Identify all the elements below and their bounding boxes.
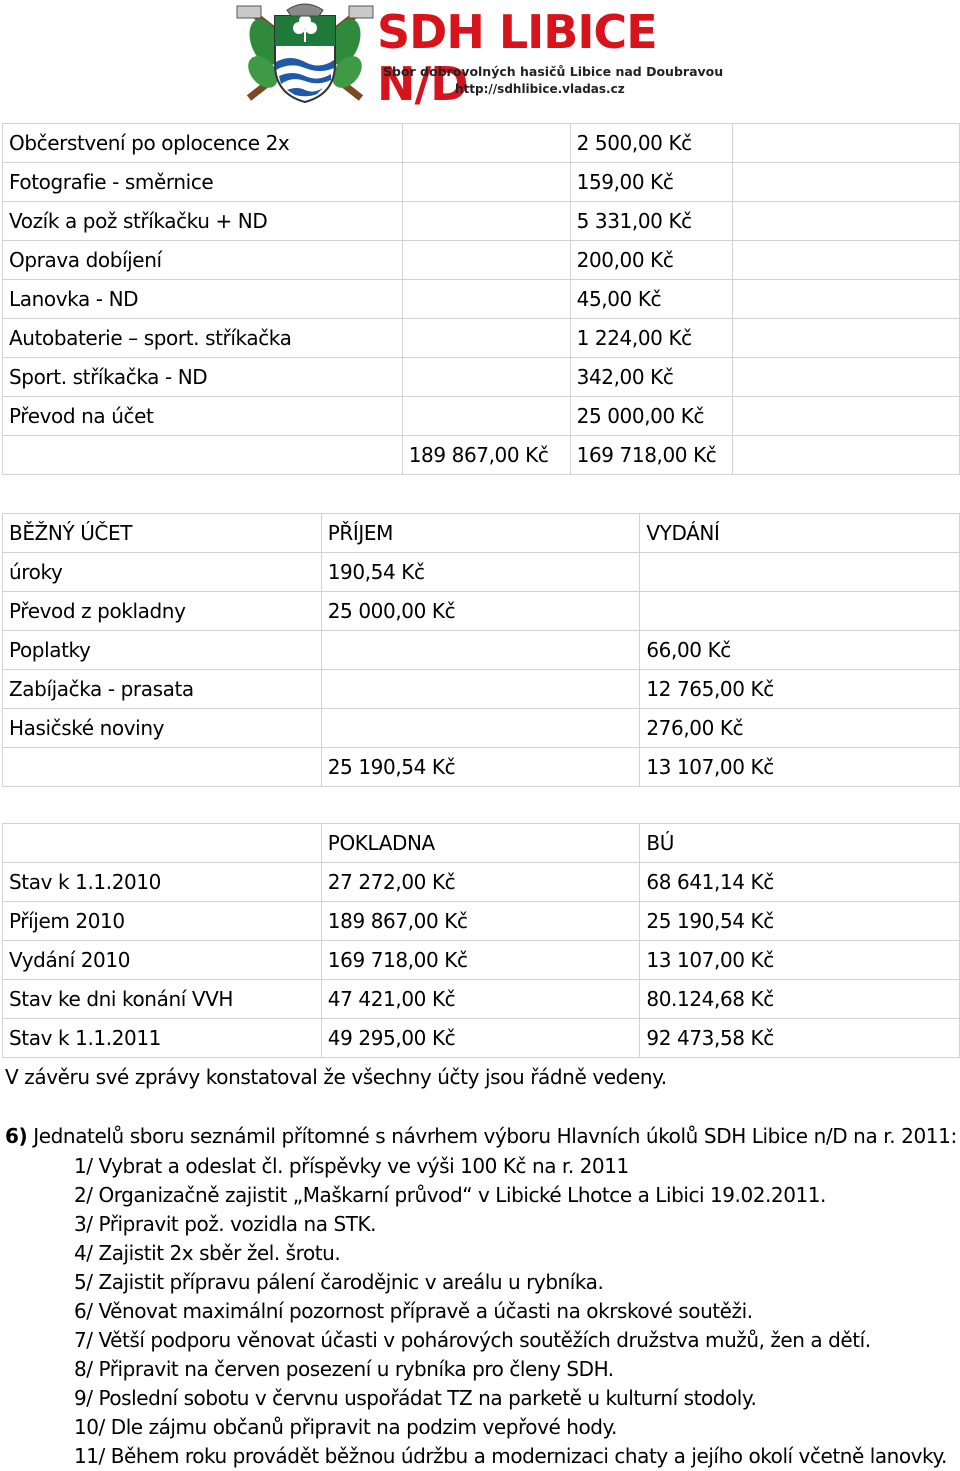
bank-expense-cell: 276,00 Kč xyxy=(640,709,960,748)
cash-item-cell: Převod na účet xyxy=(3,397,403,436)
table-row xyxy=(3,553,960,592)
list-item: 7/ Větší podporu věnovat účasti v pohárových soutěžích družstva mužů, žen a dětí. xyxy=(74,1328,871,1352)
summary-table-header-row xyxy=(3,824,960,863)
cash-item-cell: Oprava dobíjení xyxy=(3,241,403,280)
table-row xyxy=(3,670,960,709)
cash-empty-cell xyxy=(732,436,959,475)
table-row xyxy=(3,941,960,980)
cash-expense-cell: 342,00 Kč xyxy=(570,358,732,397)
list-item: 5/ Zajistit přípravu pálení čarodějnic v areálu u rybníka. xyxy=(74,1270,604,1294)
bank-income-cell xyxy=(321,709,640,748)
cash-income-cell xyxy=(402,358,570,397)
page-header xyxy=(215,0,745,111)
cash-income-cell xyxy=(402,280,570,319)
brand-title: SDH LIBICE N/D xyxy=(377,5,657,111)
bank-item-cell: úroky xyxy=(3,553,322,592)
section-6-heading xyxy=(5,1124,957,1148)
list-item: 9/ Poslední sobotu v červnu uspořádat TZ na parketě u kulturní stodoly. xyxy=(74,1386,757,1410)
cash-total-row xyxy=(3,436,960,475)
list-item: 4/ Zajistit 2x sběr žel. šrotu. xyxy=(74,1241,341,1265)
list-item: 10/ Dle zájmu občanů připravit na podzim vepřové hody. xyxy=(74,1415,617,1439)
cash-expense-cell: 159,00 Kč xyxy=(570,163,732,202)
list-item: 8/ Připravit na červen posezení u rybníka pro členy SDH. xyxy=(74,1357,614,1381)
bank-header-account: BĚŽNÝ ÚČET xyxy=(3,514,322,553)
cash-empty-cell xyxy=(732,202,959,241)
cash-item-cell: Vozík a pož stříkačku + ND xyxy=(3,202,403,241)
cash-expense-cell: 25 000,00 Kč xyxy=(570,397,732,436)
table-row xyxy=(3,202,960,241)
summary-table xyxy=(2,823,960,1058)
list-item: 1/ Vybrat a odeslat čl. příspěvky ve výši 100 Kč na r. 2011 xyxy=(74,1154,629,1178)
section-intro: Jednatelů sboru seznámil přítomné s návrhem výboru Hlavních úkolů SDH Libice n/D na r. 2011: xyxy=(27,1124,957,1148)
summary-header-bank: BÚ xyxy=(640,824,960,863)
summary-cash-cell: 169 718,00 Kč xyxy=(321,941,640,980)
table-row xyxy=(3,902,960,941)
cash-item-cell: Sport. stříkačka - ND xyxy=(3,358,403,397)
bank-income-cell: 25 000,00 Kč xyxy=(321,592,640,631)
cash-empty-cell xyxy=(732,319,959,358)
bank-expense-cell: 13 107,00 Kč xyxy=(640,748,960,787)
summary-bank-cell: 92 473,58 Kč xyxy=(640,1019,960,1058)
bank-item-cell xyxy=(3,748,322,787)
bank-expense-cell: 66,00 Kč xyxy=(640,631,960,670)
list-item: 6/ Věnovat maximální pozornost přípravě a účasti na okrskové soutěži. xyxy=(74,1299,753,1323)
cash-expense-cell: 45,00 Kč xyxy=(570,280,732,319)
summary-cash-cell: 49 295,00 Kč xyxy=(321,1019,640,1058)
bank-income-cell xyxy=(321,631,640,670)
cash-table xyxy=(2,123,960,475)
cash-item-cell: Lanovka - ND xyxy=(3,280,403,319)
cash-empty-cell xyxy=(732,397,959,436)
summary-header-cash: POKLADNA xyxy=(321,824,640,863)
summary-header-empty xyxy=(3,824,322,863)
cash-item-cell: Fotografie - směrnice xyxy=(3,163,403,202)
cash-empty-cell xyxy=(732,358,959,397)
bank-header-income: PŘÍJEM xyxy=(321,514,640,553)
brand-url: http://sdhlibice.vladas.cz xyxy=(455,82,625,96)
summary-item-cell: Příjem 2010 xyxy=(3,902,322,941)
list-item: 11/ Během roku provádět běžnou údržbu a modernizaci chaty a jejího okolí včetně lanovky. xyxy=(74,1444,947,1468)
bank-table xyxy=(2,513,960,787)
list-item: 2/ Organizačně zajistit „Maškarní průvod“ v Libické Lhotce a Libici 19.02.2011. xyxy=(74,1183,826,1207)
summary-cash-cell: 47 421,00 Kč xyxy=(321,980,640,1019)
summary-bank-cell: 25 190,54 Kč xyxy=(640,902,960,941)
bank-income-cell: 190,54 Kč xyxy=(321,553,640,592)
bank-table-header-row xyxy=(3,514,960,553)
bank-item-cell: Hasičské noviny xyxy=(3,709,322,748)
cash-item-cell xyxy=(3,436,403,475)
bank-total-row xyxy=(3,748,960,787)
bank-income-cell xyxy=(321,670,640,709)
table-row xyxy=(3,163,960,202)
summary-item-cell: Stav k 1.1.2010 xyxy=(3,863,322,902)
bank-expense-cell: 12 765,00 Kč xyxy=(640,670,960,709)
cash-empty-cell xyxy=(732,163,959,202)
bank-item-cell: Převod z pokladny xyxy=(3,592,322,631)
task-list xyxy=(74,1152,947,1471)
bank-income-cell: 25 190,54 Kč xyxy=(321,748,640,787)
summary-bank-cell: 80.124,68 Kč xyxy=(640,980,960,1019)
cash-income-cell xyxy=(402,163,570,202)
cash-item-cell: Autobaterie – sport. stříkačka xyxy=(3,319,403,358)
cash-empty-cell xyxy=(732,241,959,280)
table-row xyxy=(3,709,960,748)
cash-expense-cell: 2 500,00 Kč xyxy=(570,124,732,163)
summary-cash-cell: 27 272,00 Kč xyxy=(321,863,640,902)
conclusion-text: V závěru své zprávy konstatoval že všechny účty jsou řádně vedeny. xyxy=(5,1065,667,1089)
cash-empty-cell xyxy=(732,280,959,319)
cash-item-cell: Občerstvení po oplocence 2x xyxy=(3,124,403,163)
bank-expense-cell xyxy=(640,553,960,592)
cash-expense-cell: 5 331,00 Kč xyxy=(570,202,732,241)
cash-income-cell xyxy=(402,241,570,280)
table-row xyxy=(3,631,960,670)
bank-item-cell: Poplatky xyxy=(3,631,322,670)
summary-cash-cell: 189 867,00 Kč xyxy=(321,902,640,941)
cash-expense-cell: 1 224,00 Kč xyxy=(570,319,732,358)
cash-income-cell xyxy=(402,124,570,163)
sdh-emblem-logo xyxy=(235,2,375,104)
bank-expense-cell xyxy=(640,592,960,631)
table-row xyxy=(3,319,960,358)
summary-bank-cell: 13 107,00 Kč xyxy=(640,941,960,980)
summary-item-cell: Stav k 1.1.2011 xyxy=(3,1019,322,1058)
table-row xyxy=(3,358,960,397)
cash-income-cell xyxy=(402,397,570,436)
table-row xyxy=(3,863,960,902)
bank-item-cell: Zabíjačka - prasata xyxy=(3,670,322,709)
summary-item-cell: Stav ke dni konání VVH xyxy=(3,980,322,1019)
summary-bank-cell: 68 641,14 Kč xyxy=(640,863,960,902)
table-row xyxy=(3,124,960,163)
summary-item-cell: Vydání 2010 xyxy=(3,941,322,980)
brand-subtitle: Sbor dobrovolných hasičů Libice nad Doubravou xyxy=(383,64,724,79)
table-row xyxy=(3,241,960,280)
cash-empty-cell xyxy=(732,124,959,163)
list-item: 3/ Připravit pož. vozidla na STK. xyxy=(74,1212,377,1236)
cash-income-cell xyxy=(402,319,570,358)
table-row xyxy=(3,1019,960,1058)
cash-income-cell: 189 867,00 Kč xyxy=(402,436,570,475)
cash-expense-cell: 169 718,00 Kč xyxy=(570,436,732,475)
table-row xyxy=(3,592,960,631)
table-row xyxy=(3,980,960,1019)
table-row xyxy=(3,397,960,436)
bank-header-expense: VYDÁNÍ xyxy=(640,514,960,553)
cash-expense-cell: 200,00 Kč xyxy=(570,241,732,280)
table-row xyxy=(3,280,960,319)
cash-income-cell xyxy=(402,202,570,241)
section-number: 6) xyxy=(5,1124,28,1148)
